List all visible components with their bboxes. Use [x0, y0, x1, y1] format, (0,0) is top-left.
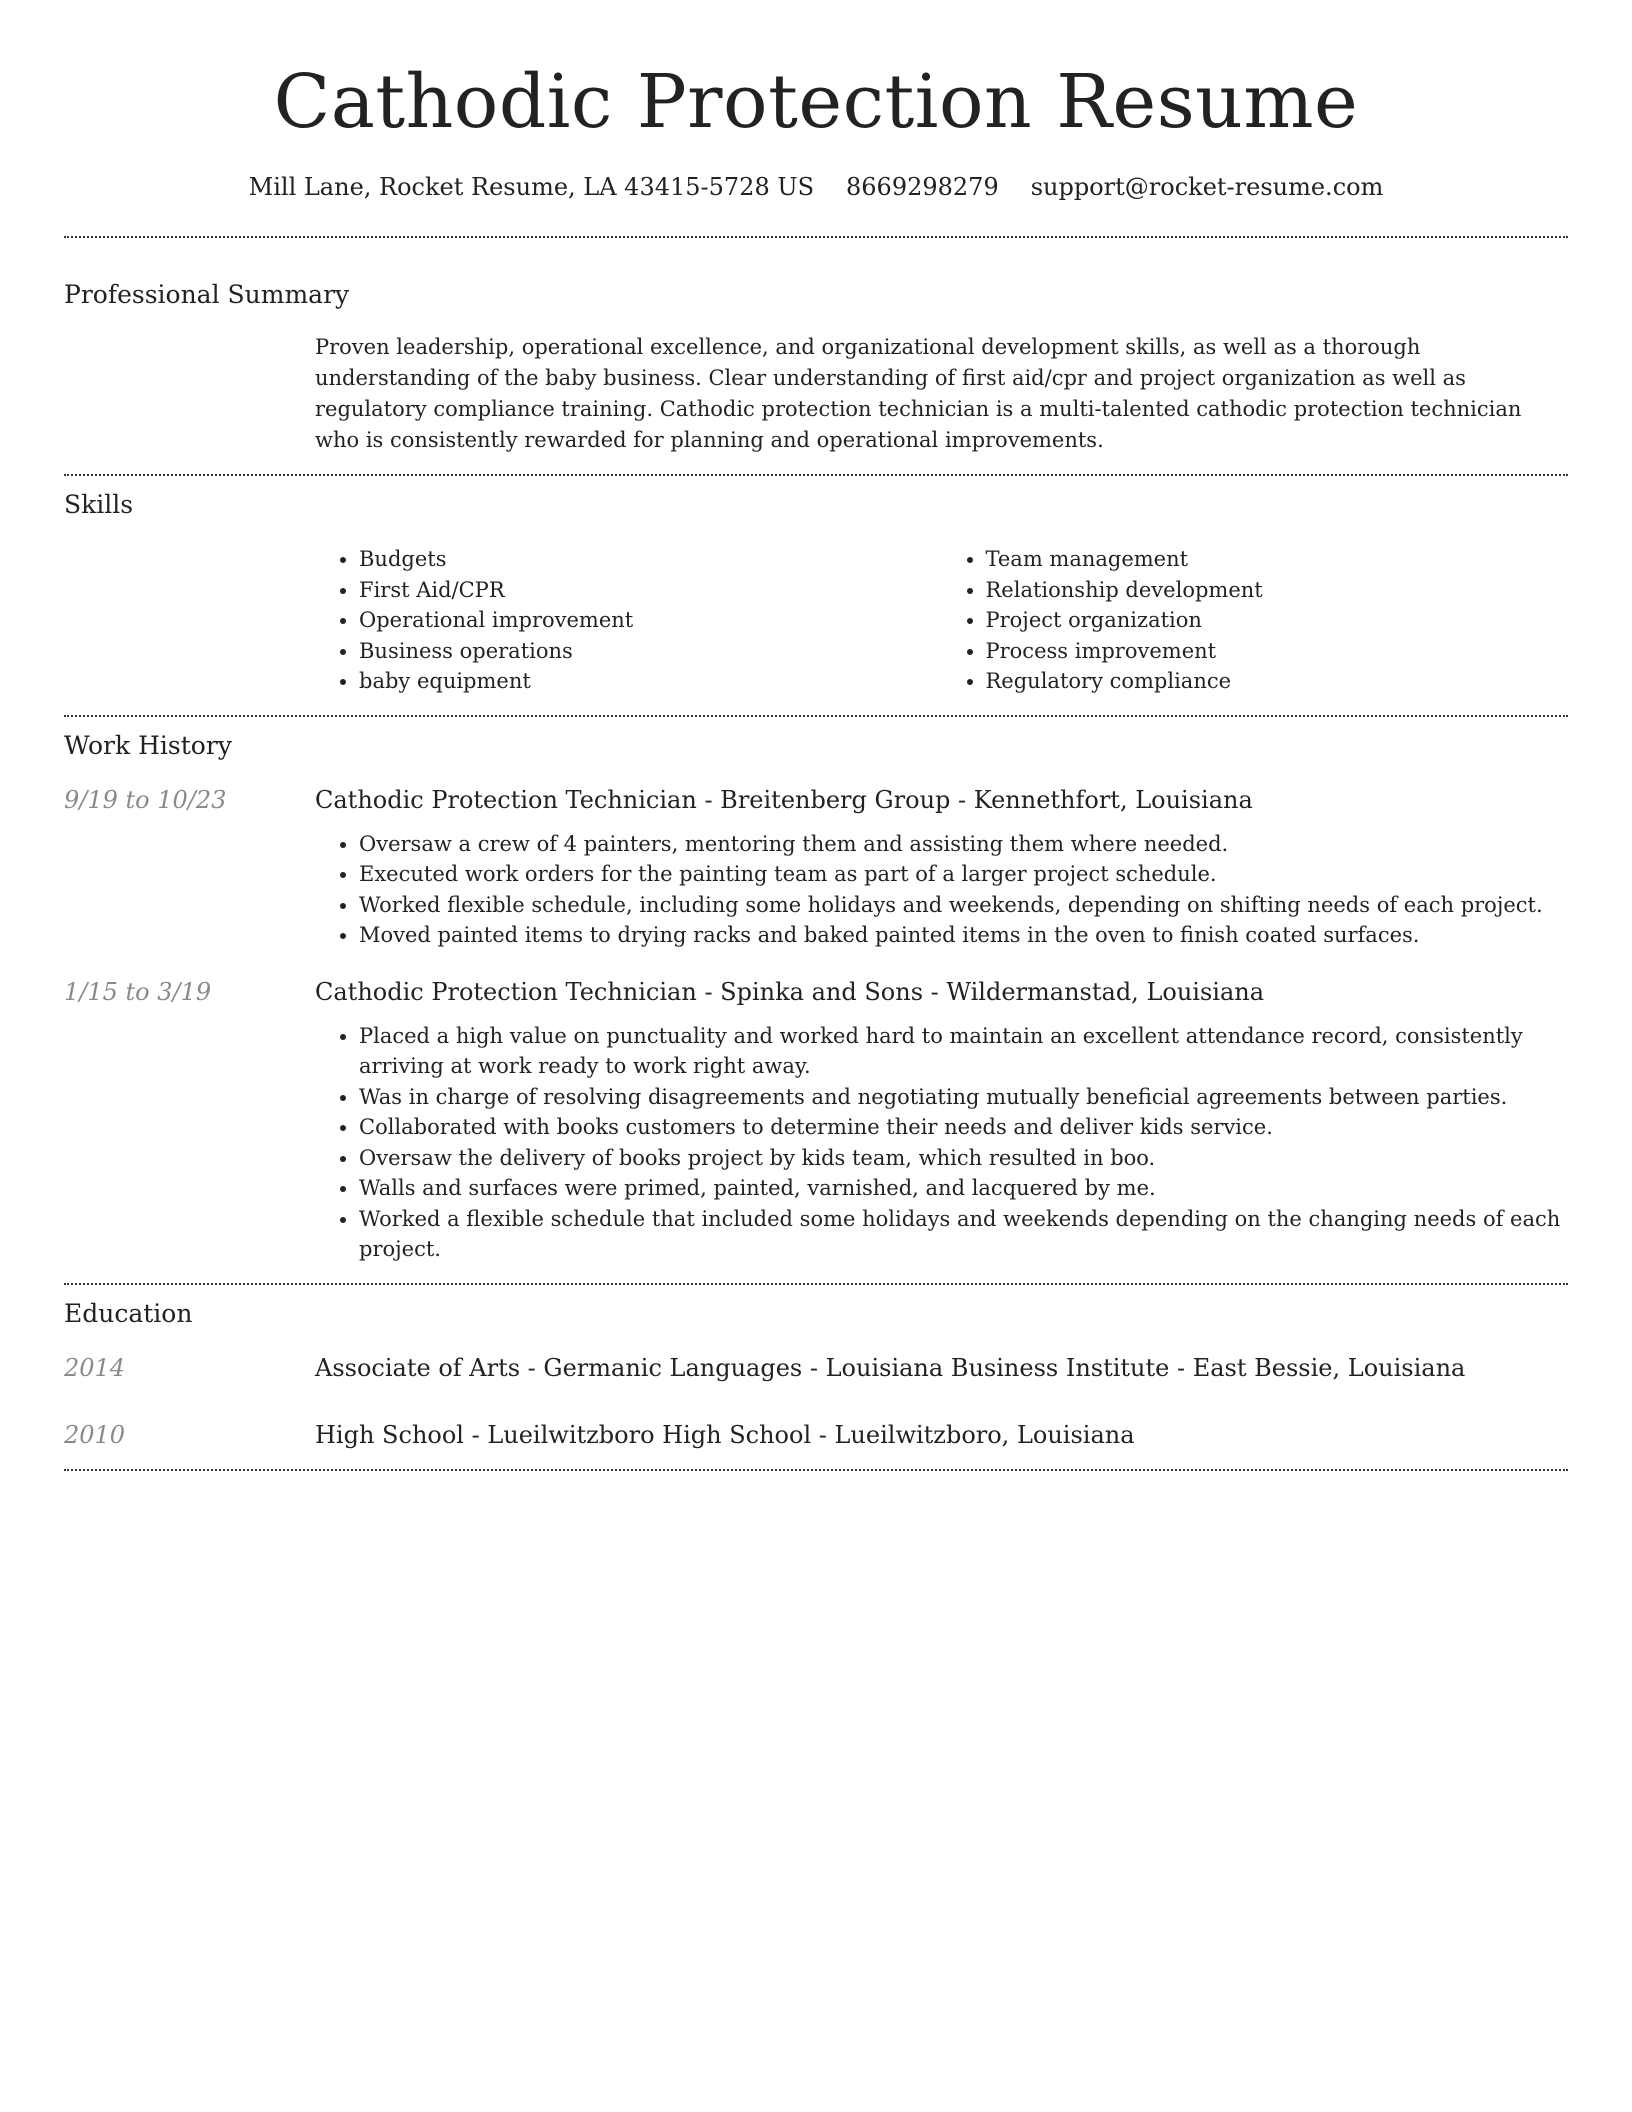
job-body	[315, 783, 1568, 951]
section-title: Education	[64, 1298, 193, 1328]
skill-item: • First Aid/CPR	[359, 575, 942, 606]
job-bullet: • Worked flexible schedule, including some holidays and weekends, depending on shifting needs of each project.	[359, 890, 1568, 921]
skill-item: • Relationship development	[986, 575, 1569, 606]
summary-text: Proven leadership, operational excellence, and organizational development skills, as well as a thorough understanding of the baby business. Clear understanding of first aid/cpr and project organization as well as regulatory compliance training. Cathodic protection technician is a multi-talented cathodic protection technician who is consistently rewarded for planning and operational improvements.	[315, 335, 1522, 452]
skills-list-right	[942, 544, 1569, 697]
education-text: High School - Lueilwitzboro High School - Lueilwitzboro, Louisiana	[315, 1420, 1135, 1449]
job-bullet: • Moved painted items to drying racks and baked painted items in the oven to finish coated surfaces.	[359, 920, 1568, 951]
job-entry	[64, 783, 1568, 951]
skill-item: • Project organization	[986, 605, 1569, 636]
skill-item: • baby equipment	[359, 666, 942, 697]
job-bullet: • Oversaw a crew of 4 painters, mentoring them and assisting them where needed.	[359, 829, 1568, 860]
job-heading	[315, 783, 1568, 817]
contact-email: support@rocket-resume.com	[1030, 173, 1384, 201]
job-bullet: • Executed work orders for the painting team as part of a larger project schedule.	[359, 859, 1568, 890]
divider	[64, 474, 1568, 476]
resume-title: Cathodic Protection Resume	[273, 59, 1359, 145]
education-entry	[64, 1418, 1568, 1452]
job-body	[315, 975, 1568, 1265]
section-title: Skills	[64, 490, 134, 519]
job-bullet: • Placed a high value on punctuality and worked hard to maintain an excellent attendance record, consistently arriving at work ready to work right away.	[359, 1021, 1568, 1082]
education-section	[64, 1297, 1568, 1452]
education-year: 2014	[64, 1353, 126, 1382]
contact-line	[64, 170, 1568, 204]
job-role: Cathodic Protection Technician	[315, 785, 697, 814]
education-year: 2010	[64, 1420, 126, 1449]
divider	[64, 715, 1568, 717]
skill-item: • Regulatory compliance	[986, 666, 1569, 697]
skill-item: • Budgets	[359, 544, 942, 575]
contact-address: Mill Lane, Rocket Resume, LA 43415-5728 US	[248, 173, 815, 201]
section-title: Work History	[64, 730, 232, 760]
job-heading	[315, 975, 1568, 1009]
skills-section	[64, 488, 1568, 697]
skill-item: • Operational improvement	[359, 605, 942, 636]
skills-list-left	[315, 544, 942, 697]
professional-summary-section	[64, 278, 1568, 456]
job-bullet: • Walls and surfaces were primed, painted, varnished, and lacquered by me.	[359, 1173, 1568, 1204]
job-bullet: • Worked a flexible schedule that included some holidays and weekends depending on the changing needs of each project.	[359, 1204, 1568, 1265]
skill-item: • Process improvement	[986, 636, 1569, 667]
job-bullet: • Was in charge of resolving disagreements and negotiating mutually beneficial agreements between parties.	[359, 1082, 1568, 1113]
work-history-section	[64, 729, 1568, 1265]
job-bullets	[315, 829, 1568, 951]
skill-item: • Team management	[986, 544, 1569, 575]
section-title: Professional Summary	[64, 280, 350, 309]
job-detail: - Breitenberg Group - Kennethfort, Louisiana	[696, 785, 1253, 814]
job-date: 9/19 to 10/23	[64, 785, 227, 814]
job-bullets	[315, 1021, 1568, 1265]
job-date: 1/15 to 3/19	[64, 977, 212, 1006]
job-entry	[64, 975, 1568, 1265]
education-text: Associate of Arts - Germanic Languages - Louisiana Business Institute - East Bessie, Louisiana	[315, 1353, 1466, 1382]
divider	[64, 236, 1568, 238]
divider	[64, 1469, 1568, 1471]
divider	[64, 1283, 1568, 1285]
job-detail: - Spinka and Sons - Wildermanstad, Louisiana	[696, 977, 1265, 1006]
skills-grid	[315, 544, 1568, 697]
contact-phone: 8669298279	[846, 173, 999, 201]
job-role: Cathodic Protection Technician	[315, 977, 697, 1006]
skill-item: • Business operations	[359, 636, 942, 667]
job-bullet: • Collaborated with books customers to determine their needs and deliver kids service.	[359, 1112, 1568, 1143]
education-entry	[64, 1351, 1568, 1385]
job-bullet: • Oversaw the delivery of books project by kids team, which resulted in boo.	[359, 1143, 1568, 1174]
